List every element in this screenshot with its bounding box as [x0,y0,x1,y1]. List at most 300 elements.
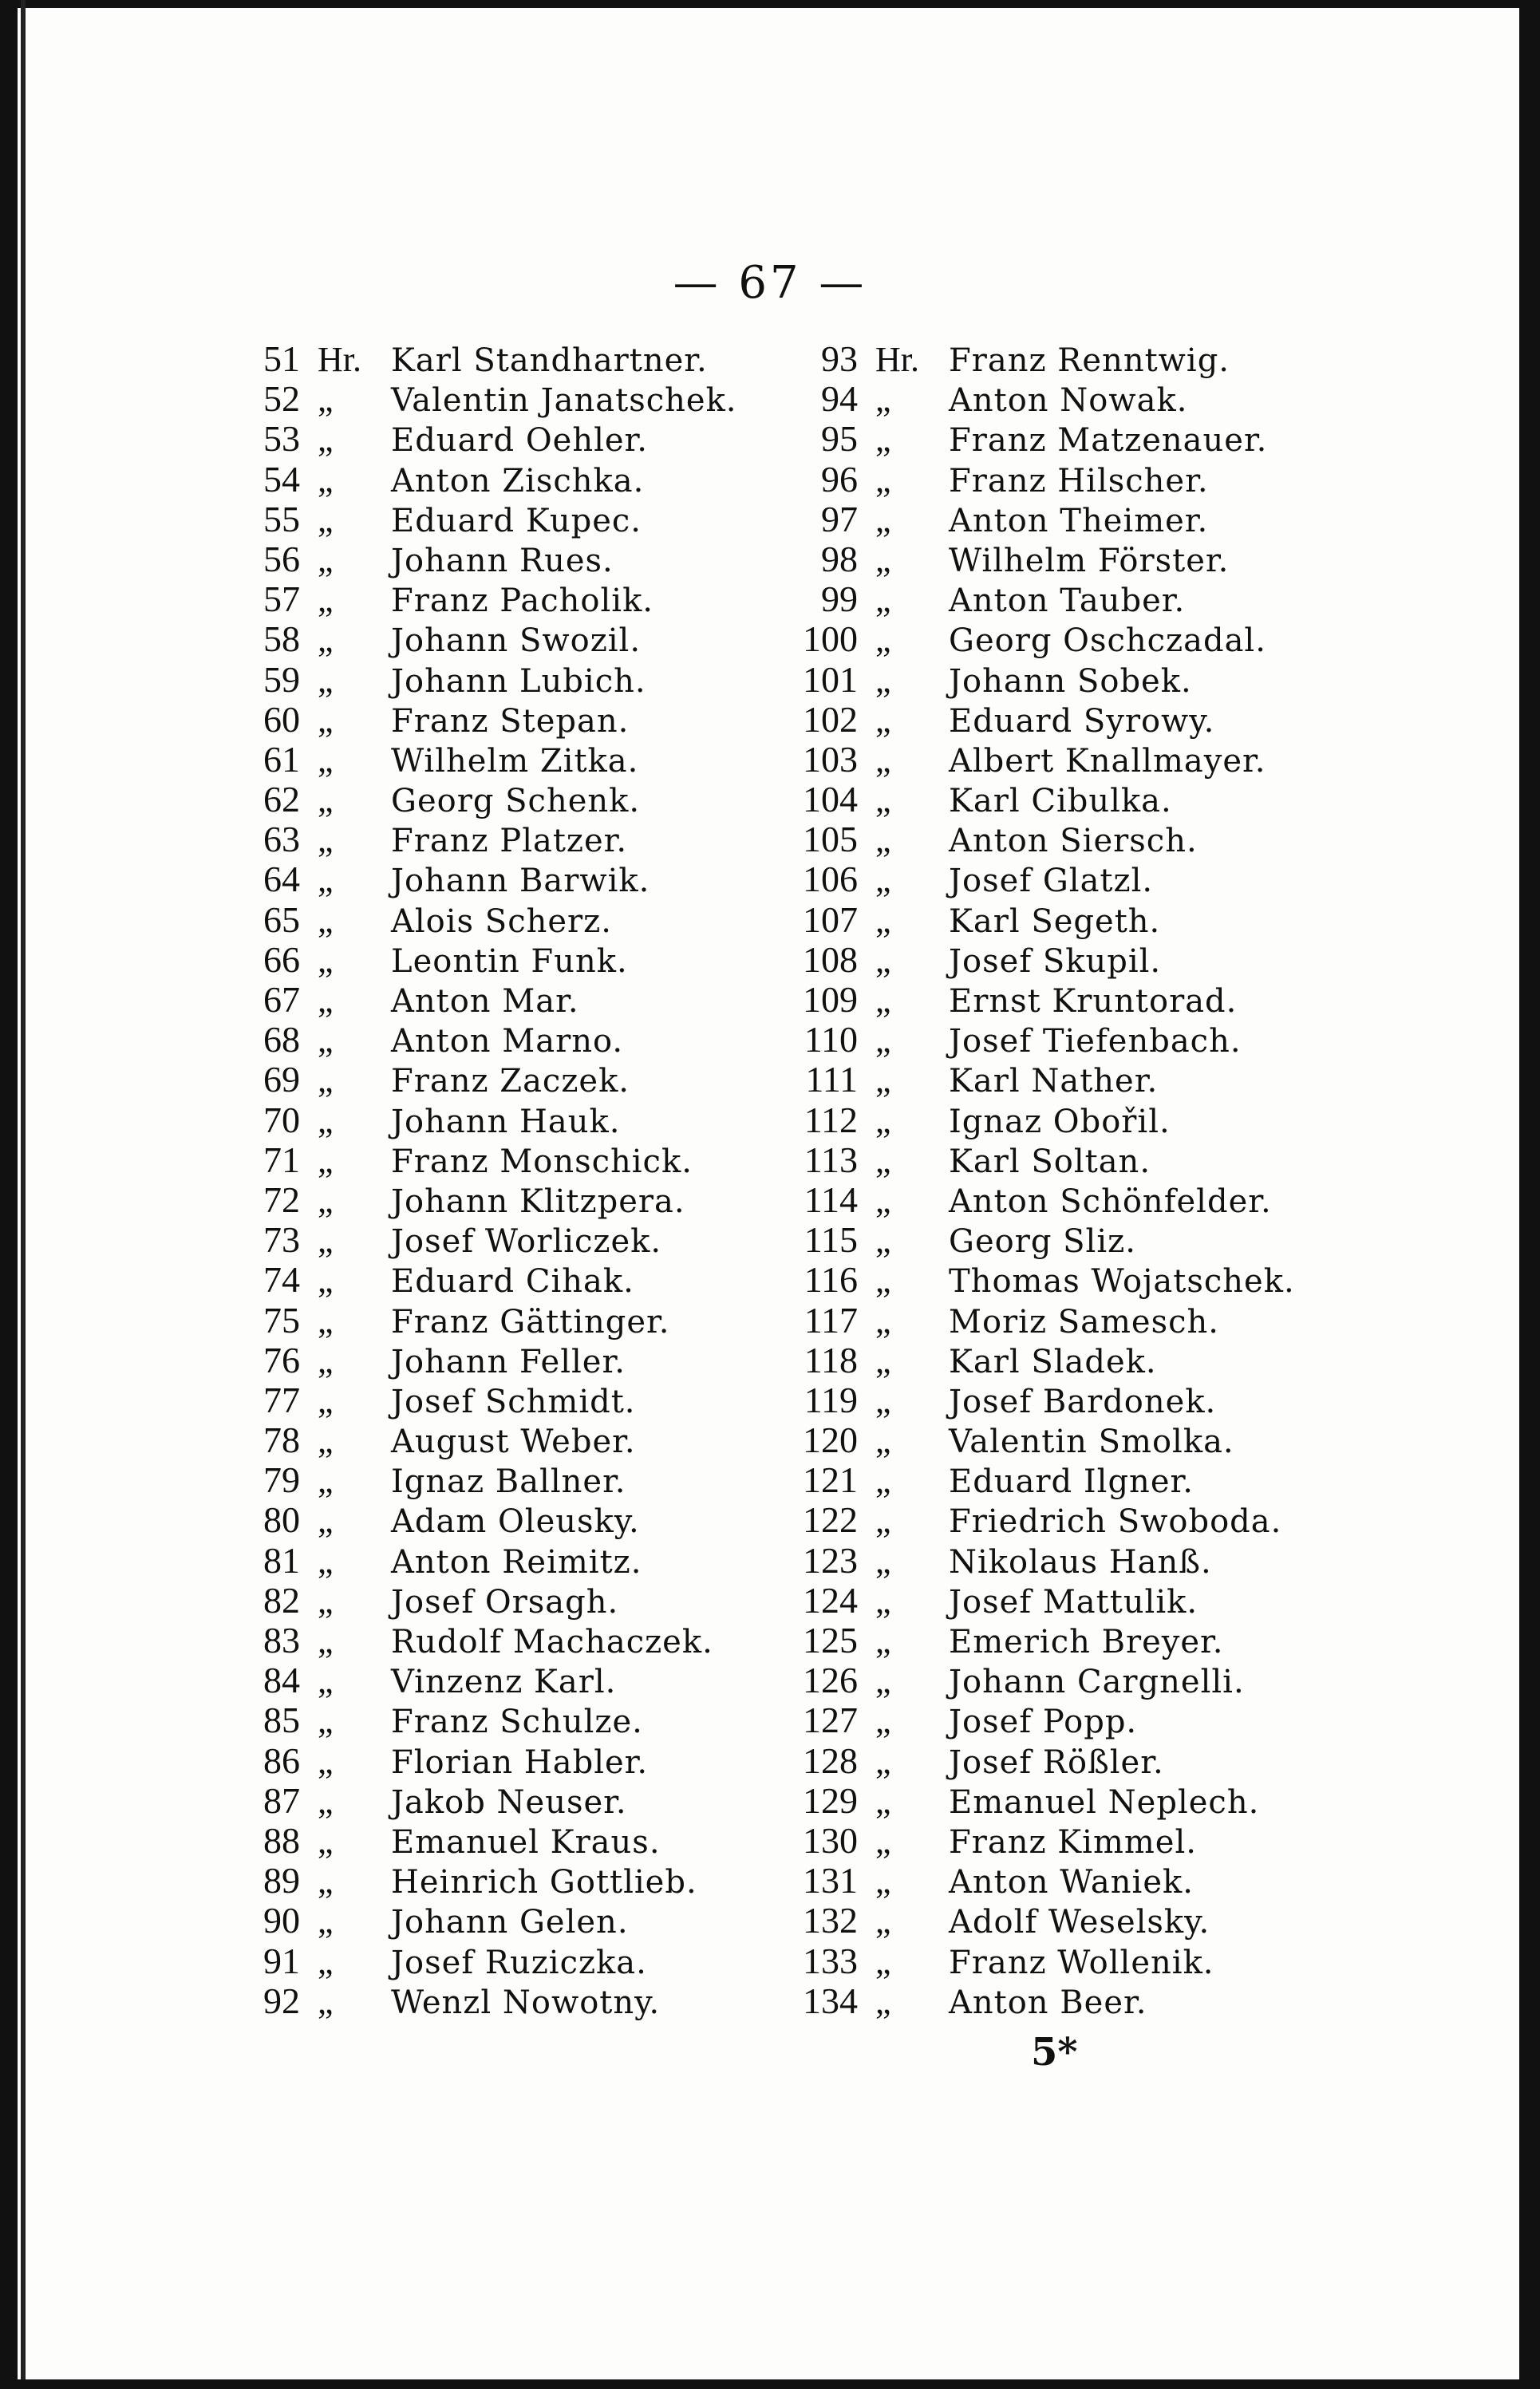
member-entry [770,419,1295,459]
entry-number: 112 [804,1099,858,1140]
member-entry [231,1821,737,1861]
member-entry [231,1260,737,1300]
member-entry [770,780,1295,819]
entry-name: Josef Skupil. [949,942,1162,980]
entry-number: 123 [803,1539,858,1581]
member-entry [770,660,1295,700]
entry-name: Johann Cargnelli. [949,1664,1245,1701]
entry-number: 129 [803,1779,858,1821]
entry-name: Thomas Wojatschek. [949,1263,1295,1301]
member-entry [231,1341,737,1380]
entry-name: Jakob Neuser. [391,1783,627,1821]
entry-title: „ [318,1221,334,1261]
entry-title: „ [875,1941,891,1981]
entry-title: „ [318,1301,334,1341]
entry-title: „ [875,900,891,940]
entry-title: „ [875,1461,891,1501]
member-entry [231,1060,737,1100]
member-entry [231,1901,737,1941]
entry-number: 80 [263,1499,300,1541]
member-entry [231,1500,737,1540]
entry-name: Emanuel Kraus. [391,1823,661,1861]
member-entry [770,1781,1295,1821]
entry-title: „ [318,620,334,660]
entry-title: „ [318,1621,334,1660]
entry-name: Franz Pacholik. [391,582,654,620]
entry-title: „ [318,1581,334,1621]
entry-title: „ [318,1981,334,2021]
entry-title: „ [318,660,334,700]
entry-title: „ [318,460,334,500]
entry-title: „ [318,1021,334,1060]
entry-number: 127 [803,1700,858,1741]
entry-title: „ [875,1781,891,1821]
entry-title: „ [875,700,891,740]
entry-number: 133 [803,1940,858,1981]
entry-title: „ [318,1781,334,1821]
entry-number: 56 [263,538,300,579]
member-entry [770,619,1295,659]
entry-name: Emanuel Neplech. [949,1783,1260,1821]
entry-title: „ [875,500,891,539]
entry-name: Franz Kimmel. [949,1823,1197,1861]
entry-number: 115 [804,1219,858,1261]
member-entry [231,900,737,940]
entry-name: Anton Marno. [391,1023,624,1060]
entry-title: „ [875,1661,891,1701]
member-entry [231,619,737,659]
entry-name: Josef Tiefenbach. [949,1023,1242,1060]
entry-number: 53 [263,418,300,460]
entry-name: Franz Platzer. [391,823,628,860]
entry-name: Anton Theimer. [949,502,1209,539]
entry-name: Karl Cibulka. [949,783,1172,820]
entry-name: Anton Reimitz. [391,1543,642,1581]
member-entry [770,460,1295,500]
member-entry [231,1301,737,1341]
scan-binding-line [21,0,26,2389]
entry-title: „ [875,1301,891,1341]
entry-name: Georg Sliz. [949,1223,1136,1261]
entry-number: 64 [263,859,300,900]
entry-name: Leontin Funk. [391,942,628,980]
entry-number: 111 [805,1059,858,1100]
entry-title: „ [875,820,891,860]
entry-number: 62 [263,779,300,820]
entry-name: Johann Feller. [391,1343,626,1380]
entry-title: „ [318,1421,334,1461]
member-entry [770,1700,1295,1740]
member-entry [770,1220,1295,1260]
member-entry [770,1060,1295,1100]
member-entry [770,1020,1295,1060]
entry-number: 125 [803,1620,858,1660]
member-entry [231,940,737,980]
page-number-header: — 67 — [673,257,867,309]
entry-number: 91 [263,1940,300,1981]
signature-mark: 5* [1031,2030,1078,2075]
member-entry [231,1460,737,1500]
entry-title: „ [318,1821,334,1861]
entry-number: 120 [803,1420,858,1461]
entry-number: 88 [263,1819,300,1861]
member-entry [770,1861,1295,1901]
entry-title: „ [318,940,334,980]
entry-title: „ [318,500,334,539]
entry-number: 104 [803,779,858,820]
entry-name: Wenzl Nowotny. [391,1984,661,2021]
entry-title: „ [875,1380,891,1420]
member-entry [770,980,1295,1020]
entry-name: Karl Standhartner. [391,342,708,379]
entry-number: 72 [263,1179,300,1220]
member-entry [770,1581,1295,1621]
entry-name: Valentin Smolka. [949,1424,1234,1461]
entry-title: „ [875,1981,891,2021]
entry-name: Ignaz Obořil. [949,1103,1171,1140]
member-entry [231,1861,737,1901]
entry-number: 89 [263,1860,300,1901]
entry-number: 84 [263,1660,300,1701]
entry-number: 54 [263,458,300,500]
member-entry [770,1380,1295,1420]
member-entry [770,1981,1295,2021]
entry-title: „ [875,1741,891,1781]
entry-title: „ [875,1541,891,1581]
member-entry [770,1301,1295,1341]
entry-number: 83 [263,1620,300,1660]
entry-name: Moriz Samesch. [949,1303,1219,1341]
entry-title: „ [318,1060,334,1100]
member-entry [770,1420,1295,1460]
entry-name: Friedrich Swoboda. [949,1503,1282,1541]
entry-number: 61 [263,738,300,780]
member-entry [770,1341,1295,1380]
entry-number: 52 [263,378,300,420]
entry-title: „ [875,1421,891,1461]
entry-name: Josef Mattulik. [949,1583,1198,1621]
member-entry [770,1901,1295,1941]
entry-number: 79 [263,1459,300,1501]
member-entry [231,980,737,1020]
entry-number: 92 [263,1980,300,2021]
member-entry [231,1581,737,1621]
entry-number: 106 [803,859,858,900]
entry-title: „ [318,1901,334,1941]
entry-title: „ [318,1741,334,1781]
member-entry [231,1020,737,1060]
member-entry [770,700,1295,740]
entry-number: 81 [263,1539,300,1581]
member-entry [231,1420,737,1460]
entry-number: 118 [804,1339,858,1380]
entry-number: 130 [803,1819,858,1861]
entry-title: „ [318,1380,334,1420]
entry-name: Johann Klitzpera. [391,1183,685,1220]
member-entry [770,1260,1295,1300]
entry-number: 128 [803,1739,858,1781]
entry-number: 132 [803,1900,858,1941]
entry-name: Ernst Kruntorad. [949,983,1238,1020]
entry-name: Josef Popp. [949,1704,1138,1741]
entry-title: „ [318,1261,334,1301]
entry-number: 87 [263,1779,300,1821]
entry-number: 78 [263,1420,300,1461]
entry-name: Josef Glatzl. [949,863,1154,900]
member-entry [770,1941,1295,1981]
entry-title: „ [875,1341,891,1380]
member-entry [231,819,737,859]
entry-title: „ [875,539,891,579]
entry-number: 63 [263,819,300,860]
entry-title: „ [318,1180,334,1220]
member-entry [231,339,737,379]
entry-name: Josef Schmidt. [391,1383,636,1420]
member-entry [770,379,1295,419]
entry-number: 124 [803,1579,858,1621]
member-entry [231,1180,737,1220]
entry-name: Anton Tauber. [949,582,1186,620]
entry-title: „ [875,1021,891,1060]
entry-title: „ [875,1621,891,1660]
member-entry [770,859,1295,899]
entry-title: Hr. [318,340,361,379]
member-entry [231,1140,737,1180]
entry-title: „ [318,1461,334,1501]
entry-name: Karl Soltan. [949,1143,1151,1180]
entry-name: Johann Barwik. [391,863,650,900]
entry-number: 116 [804,1259,858,1301]
member-entry [231,859,737,899]
member-entry [770,1541,1295,1581]
entry-title: „ [875,1221,891,1261]
entry-name: Vinzenz Karl. [391,1664,617,1701]
entry-number: 65 [263,898,300,940]
entry-title: „ [875,1581,891,1621]
entry-title: „ [875,1501,891,1541]
right-member-column [770,339,1295,2021]
entry-name: Georg Schenk. [391,783,641,820]
entry-name: Karl Segeth. [949,902,1161,940]
entry-name: Anton Waniek. [949,1864,1194,1901]
entry-title: „ [318,860,334,900]
entry-name: Karl Sladek. [949,1343,1157,1380]
entry-number: 110 [804,1019,858,1060]
member-entry [231,700,737,740]
entry-name: Rudolf Machaczek. [391,1624,713,1660]
entry-title: „ [875,1821,891,1861]
entry-name: Emerich Breyer. [949,1624,1224,1660]
member-entry [231,539,737,579]
entry-number: 96 [821,458,858,500]
entry-name: Anton Schönfelder. [949,1183,1272,1220]
entry-number: 66 [263,938,300,980]
entry-number: 85 [263,1700,300,1741]
member-entry [770,900,1295,940]
entry-number: 71 [263,1139,300,1180]
member-entry [770,1100,1295,1140]
member-entry [231,1621,737,1660]
member-entry [231,1100,737,1140]
entry-number: 57 [263,578,300,620]
entry-title: „ [875,1862,891,1901]
entry-title: „ [875,740,891,780]
entry-number: 95 [821,418,858,460]
entry-name: Johann Gelen. [391,1904,629,1941]
entry-number: 131 [803,1860,858,1901]
scan-right-edge [1519,0,1540,2389]
member-entry [770,740,1295,780]
entry-name: Wilhelm Förster. [949,542,1230,579]
entry-name: Franz Renntwig. [949,342,1230,379]
entry-title: „ [875,420,891,460]
entry-name: Josef Bardonek. [949,1383,1217,1420]
member-entry [231,1380,737,1420]
member-entry [231,1660,737,1700]
entry-name: Anton Siersch. [949,823,1198,860]
entry-title: „ [875,580,891,620]
entry-title: „ [875,1100,891,1140]
entry-name: Anton Mar. [391,983,579,1020]
entry-title: „ [875,620,891,660]
entry-number: 59 [263,658,300,700]
member-entry [770,1500,1295,1540]
member-entry [231,500,737,539]
entry-name: Franz Zaczek. [391,1063,630,1100]
entry-name: Franz Gättinger. [391,1303,670,1341]
entry-name: Karl Nather. [949,1063,1159,1100]
entry-number: 101 [803,658,858,700]
entry-title: „ [318,1541,334,1581]
entry-title: „ [318,820,334,860]
entry-title: „ [318,1661,334,1701]
entry-name: Johann Sobek. [949,662,1192,700]
entry-title: „ [875,1140,891,1180]
entry-name: Anton Beer. [949,1984,1147,2021]
entry-title: „ [875,981,891,1020]
entry-number: 105 [803,819,858,860]
entry-title: „ [318,1941,334,1981]
entry-number: 103 [803,738,858,780]
entry-title: „ [318,900,334,940]
entry-name: Georg Oschczadal. [949,622,1266,660]
entry-number: 67 [263,979,300,1020]
entry-title: „ [318,700,334,740]
member-entry [231,1220,737,1260]
entry-number: 77 [263,1379,300,1420]
member-entry [770,1180,1295,1220]
entry-title: „ [318,539,334,579]
member-entry [231,740,737,780]
entry-name: Johann Swozil. [391,622,642,660]
member-entry [770,539,1295,579]
entry-title: „ [875,460,891,500]
entry-name: Eduard Oehler. [391,422,648,460]
member-entry [231,1981,737,2021]
member-entry [770,819,1295,859]
entry-number: 109 [803,979,858,1020]
entry-name: Eduard Syrowy. [949,702,1215,740]
entry-title: Hr. [875,340,919,379]
entry-number: 117 [804,1299,858,1341]
entry-title: „ [875,1261,891,1301]
entry-number: 60 [263,698,300,740]
member-entry [770,1140,1295,1180]
entry-name: Adam Oleusky. [391,1503,640,1541]
member-entry [231,780,737,819]
entry-name: Johann Lubich. [391,662,646,700]
entry-number: 100 [803,618,858,660]
entry-number: 82 [263,1579,300,1621]
entry-name: Wilhelm Zitka. [391,742,639,780]
entry-title: „ [875,660,891,700]
entry-number: 122 [803,1499,858,1541]
entry-number: 76 [263,1339,300,1380]
member-entry [770,579,1295,619]
entry-title: „ [318,1100,334,1140]
entry-name: Franz Hilscher. [949,462,1209,500]
entry-number: 51 [263,338,300,379]
entry-name: Alois Scherz. [391,902,612,940]
member-entry [770,1741,1295,1781]
entry-name: Josef Orsagh. [391,1583,619,1621]
entry-title: „ [875,380,891,420]
member-entry [770,500,1295,539]
entry-number: 134 [803,1980,858,2021]
entry-title: „ [318,981,334,1020]
entry-name: Anton Zischka. [391,462,645,500]
entry-name: Eduard Kupec. [391,502,642,539]
entry-name: Johann Rues. [391,542,614,579]
entry-number: 86 [263,1739,300,1781]
scan-top-edge [0,0,1540,8]
entry-title: „ [318,740,334,780]
member-entry [770,339,1295,379]
entry-title: „ [318,1701,334,1741]
entry-name: Franz Stepan. [391,702,630,740]
member-entry [770,1660,1295,1700]
entry-name: Johann Hauk. [391,1103,621,1140]
entry-number: 94 [821,378,858,420]
entry-title: „ [318,1862,334,1901]
entry-title: „ [875,1060,891,1100]
entry-title: „ [318,420,334,460]
entry-number: 74 [263,1259,300,1301]
member-entry [770,940,1295,980]
entry-number: 55 [263,498,300,539]
entry-name: Valentin Janatschek. [391,382,737,420]
entry-number: 107 [803,898,858,940]
entry-name: Anton Nowak. [949,382,1188,420]
entry-number: 108 [803,938,858,980]
member-entry [231,1700,737,1740]
entry-title: „ [875,780,891,820]
entry-title: „ [875,940,891,980]
member-entry [231,660,737,700]
entry-title: „ [875,1901,891,1941]
member-entry [231,419,737,459]
entry-title: „ [318,380,334,420]
member-entry [231,1541,737,1581]
entry-number: 69 [263,1059,300,1100]
member-entry [770,1821,1295,1861]
entry-number: 99 [821,578,858,620]
entry-number: 102 [803,698,858,740]
left-member-column [231,339,737,2021]
entry-name: Franz Monschick. [391,1143,693,1180]
entry-number: 113 [804,1139,858,1180]
entry-name: Nikolaus Hanß. [949,1543,1212,1581]
